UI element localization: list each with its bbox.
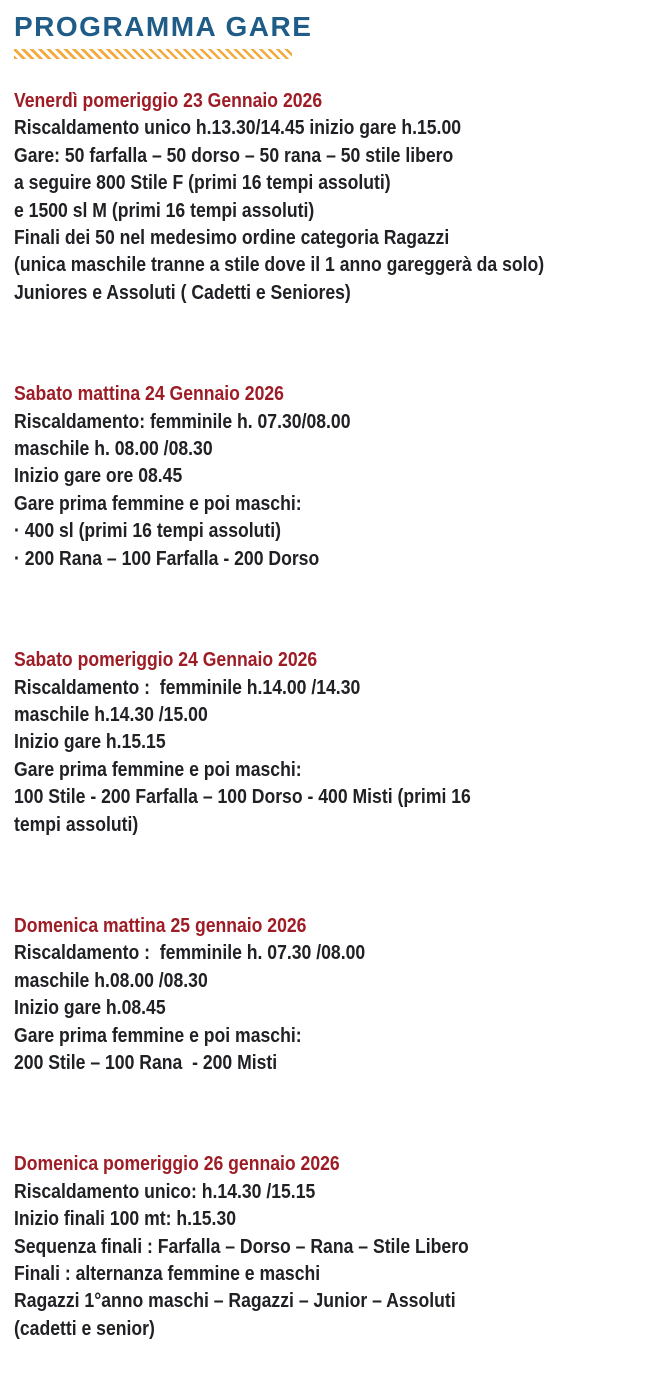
schedule-line: 200 Stile – 100 Rana - 200 Misti [14, 1051, 278, 1074]
schedule-line: a seguire 800 Stile F (primi 16 tempi assoluti) [14, 172, 391, 195]
schedule-line: e 1500 sl M (primi 16 tempi assoluti) [14, 199, 315, 222]
schedule-line: maschile h.08.00 /08.30 [14, 969, 208, 992]
schedule-line: Inizio gare h.08.45 [14, 997, 166, 1020]
section-heading: Domenica pomeriggio 26 gennaio 2026 [14, 1153, 340, 1176]
schedule-line: Ragazzi 1°anno maschi – Ragazzi – Junior – Assoluti [14, 1290, 456, 1313]
schedule-line: 100 Stile - 200 Farfalla – 100 Dorso - 400 Misti (primi 16 [14, 786, 471, 809]
schedule-line: Juniores e Assoluti ( Cadetti e Seniores) [14, 281, 351, 304]
schedule-section [14, 88, 654, 307]
title-underline-decoration [14, 49, 292, 59]
schedule-line: tempi assoluti) [14, 813, 139, 836]
schedule-line: Finali dei 50 nel medesimo ordine categoria Ragazzi [14, 227, 450, 250]
schedule-line: Sequenza finali : Farfalla – Dorso – Rana – Stile Libero [14, 1235, 469, 1258]
schedule-line: Gare prima femmine e poi maschi: [14, 1024, 302, 1047]
section-heading: Domenica mattina 25 gennaio 2026 [14, 914, 307, 937]
schedule-line: Riscaldamento unico: h.14.30 /15.15 [14, 1180, 316, 1203]
schedule-line: maschile h.14.30 /15.00 [14, 703, 208, 726]
schedule-line: Inizio gare h.15.15 [14, 731, 166, 754]
schedule-line: (unica maschile tranne a stile dove il 1 anno gareggerà da solo) [14, 254, 545, 277]
schedule-line: maschile h. 08.00 /08.30 [14, 438, 213, 461]
schedule-section [14, 913, 654, 1077]
schedule-line: Riscaldamento : femminile h. 07.30 /08.00 [14, 942, 366, 965]
schedule-line: (cadetti e senior) [14, 1317, 155, 1340]
schedule-line: · 400 sl (primi 16 tempi assoluti) [14, 520, 282, 543]
schedule-line: Gare prima femmine e poi maschi: [14, 492, 302, 515]
schedule-section [14, 647, 654, 839]
page-title: PROGRAMMA GARE [14, 11, 313, 42]
section-heading: Sabato mattina 24 Gennaio 2026 [14, 383, 284, 406]
schedule-line: Riscaldamento unico h.13.30/14.45 inizio gare h.15.00 [14, 117, 462, 140]
schedule-line: Riscaldamento : femminile h.14.00 /14.30 [14, 676, 361, 699]
section-heading: Sabato pomeriggio 24 Gennaio 2026 [14, 649, 318, 672]
schedule-line: Finali : alternanza femmine e maschi [14, 1263, 321, 1285]
schedule-line: Gare: 50 farfalla – 50 dorso – 50 rana – 50 stile libero [14, 144, 454, 167]
schedule-sections [14, 88, 654, 1343]
schedule-line: · 200 Rana – 100 Farfalla - 200 Dorso [14, 547, 320, 570]
schedule-line: Gare prima femmine e poi maschi: [14, 758, 302, 781]
schedule-section [14, 1151, 654, 1343]
schedule-line: Riscaldamento: femminile h. 07.30/08.00 [14, 410, 351, 433]
section-heading: Venerdì pomeriggio 23 Gennaio 2026 [14, 90, 323, 112]
schedule-line: Inizio finali 100 mt: h.15.30 [14, 1208, 237, 1231]
schedule-section [14, 381, 654, 573]
schedule-line: Inizio gare ore 08.45 [14, 465, 183, 488]
